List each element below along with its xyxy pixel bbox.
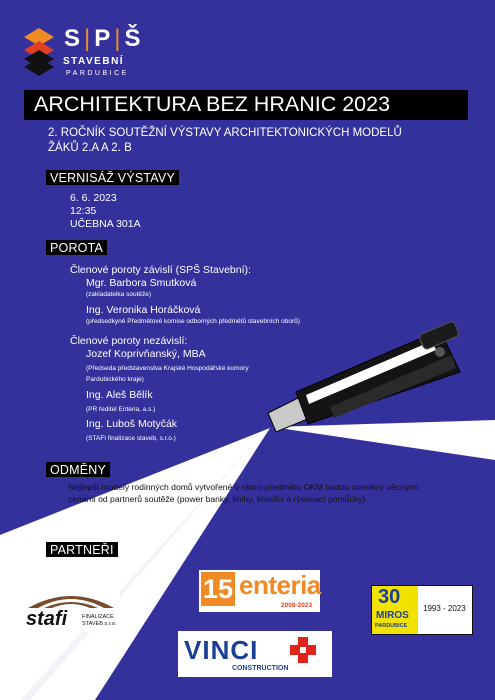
- subtitle-line2: ŽÁKŮ 2.A A 2. B: [48, 142, 132, 154]
- porota-member-role: (PR ředitel Enteria, a.s.): [86, 406, 156, 413]
- stafi-sub2: STAVEB s.r.o.: [82, 621, 117, 627]
- school-logo-icon: [24, 28, 54, 80]
- school-name-line2: PARDUBICE: [66, 70, 129, 77]
- subtitle-line1: 2. ROČNÍK SOUTĚŽNÍ VÝSTAVY ARCHITEKTONICKÝCH MODELŮ: [48, 127, 402, 139]
- enteria-badge: 15: [202, 574, 234, 604]
- porota-member-role: Pardubického kraje): [86, 376, 144, 383]
- porota-heading: POROTA: [46, 240, 107, 255]
- porota-group2-title: Členové poroty nezávislí:: [70, 335, 188, 347]
- title-bar: [24, 90, 468, 120]
- vinci-name: VINCI: [184, 635, 259, 665]
- enteria-logo: [199, 570, 320, 612]
- porota-member-name: Ing. Veronika Horáčková: [86, 304, 201, 316]
- miros-name: MIROS: [376, 610, 409, 621]
- porota-member-role: (Předseda představenstva Krajské Hospodářské komory: [86, 365, 249, 372]
- miros-city: PARDUBICE: [375, 623, 408, 629]
- vernisaz-heading: VERNISÁŽ VÝSTAVY: [46, 170, 179, 185]
- vernisaz-room: UČEBNA 301A: [70, 218, 141, 230]
- school-letter-s: S: [64, 25, 85, 52]
- porota-group1-title: Členové poroty závislí (SPŠ Stavební):: [70, 264, 251, 276]
- school-logo-letters: S|P|Š: [64, 25, 145, 52]
- partneri-heading: PARTNEŘI: [46, 542, 118, 557]
- miros-number: 30: [378, 586, 401, 608]
- miros-years: 1993 - 2023: [423, 604, 466, 613]
- miros-logo: [371, 585, 473, 635]
- porota-member-role: (předsedkyně Předmětové komise odborných předmětů stavebních oborů): [86, 318, 300, 325]
- page-title: ARCHITEKTURA BEZ HRANIC 2023: [34, 92, 391, 116]
- vinci-logo: [178, 631, 332, 677]
- enteria-name: enteria: [239, 570, 321, 600]
- school-letter-s-caron: Š: [124, 25, 145, 52]
- porota-member-role: (STAFI finalizace staveb, s.r.o.): [86, 435, 176, 442]
- miros-badge: [372, 586, 418, 634]
- vernisaz-time: 12:35: [70, 205, 97, 217]
- vernisaz-date: 6. 6. 2023: [70, 192, 117, 204]
- stafi-logo: [24, 588, 120, 632]
- vinci-sub: CONSTRUCTION: [232, 665, 289, 672]
- school-letter-p: P: [94, 25, 115, 52]
- light-beam-right: [272, 420, 495, 460]
- stafi-arch-icon: [26, 590, 116, 608]
- enteria-years: 2008-2023: [281, 602, 313, 609]
- stafi-sub1: FINALIZACE: [82, 614, 114, 620]
- porota-member-name: Ing. Aleš Bělík: [86, 389, 153, 401]
- odmeny-text-line2: cenami od partnerů soutěže (power banky, knihy, kreslící a rýsovací pomůcky).: [68, 494, 368, 504]
- porota-member-name: Ing. Luboš Motyčák: [86, 418, 178, 430]
- stafi-name: stafi: [26, 608, 68, 630]
- odmeny-text-line1: Nejlepší modely rodinných domů vytvořené v rámci předmětu OKM budou oceněny věcnými: [68, 482, 419, 492]
- porota-member-name: Mgr. Barbora Smutková: [86, 277, 197, 289]
- odmeny-heading: ODMĚNY: [46, 462, 110, 477]
- utility-knife-icon: [268, 321, 460, 432]
- porota-member-role: (zakladatelka soutěže): [86, 291, 152, 298]
- school-name-line1: STAVEBNÍ: [63, 56, 125, 67]
- porota-member-name: Jozef Koprivňanský, MBA: [86, 348, 206, 360]
- vinci-cross-icon: [288, 635, 318, 665]
